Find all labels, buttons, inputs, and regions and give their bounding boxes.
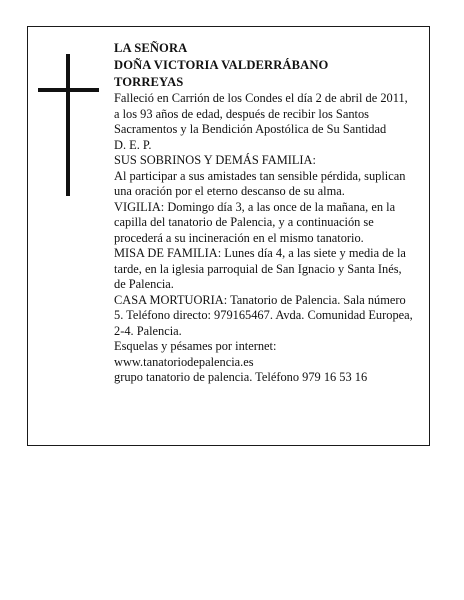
cross-icon-arm bbox=[38, 88, 99, 92]
group-contact: grupo tanatorio de palencia. Teléfono 979 16 53 16 bbox=[114, 370, 368, 384]
cross-icon bbox=[66, 54, 70, 196]
death-details: Falleció en Carrión de los Condes el día 2 de abril de 2011, a los 93 años de edad, después de recibir los Santos Sacramentos y la Bendición Apostólica de Su Santidad bbox=[114, 91, 408, 136]
deceased-surname: TORREYAS bbox=[114, 75, 184, 89]
vigil-details: VIGILIA: Domingo día 3, a las once de la mañana, en la capilla del tanatorio de Palencia, y a continuación se procederá a su incineración en el mismo tanatorio. bbox=[114, 199, 396, 245]
prayer-request: Al participar a sus amistades tan sensible pérdida, suplican una oración por el eterno descanso de su alma. bbox=[114, 168, 406, 198]
family-heading: SUS SOBRINOS Y DEMÁS FAMILIA: bbox=[114, 153, 316, 167]
funeral-home-details: CASA MORTUORIA: Tanatorio de Palencia. Sala número 5. Teléfono directo: 979165467. Avda. Comunidad Europea, 2-4. Palencia. bbox=[114, 292, 413, 338]
deceased-name: DOÑA VICTORIA VALDERRÁBANO bbox=[114, 58, 329, 72]
internet-label: Esquelas y pésames por internet: bbox=[114, 339, 277, 353]
website-link: www.tanatoriodepalencia.es bbox=[114, 354, 254, 369]
mass-details: MISA DE FAMILIA: Lunes día 4, a las siete y media de la tarde, en la iglesia parroquial de San Ignacio y Santa Inés, de Palencia. bbox=[114, 246, 406, 291]
title-line: LA SEÑORA bbox=[114, 41, 188, 55]
dep-line: D. E. P. bbox=[114, 137, 152, 152]
obituary-text bbox=[114, 40, 414, 386]
